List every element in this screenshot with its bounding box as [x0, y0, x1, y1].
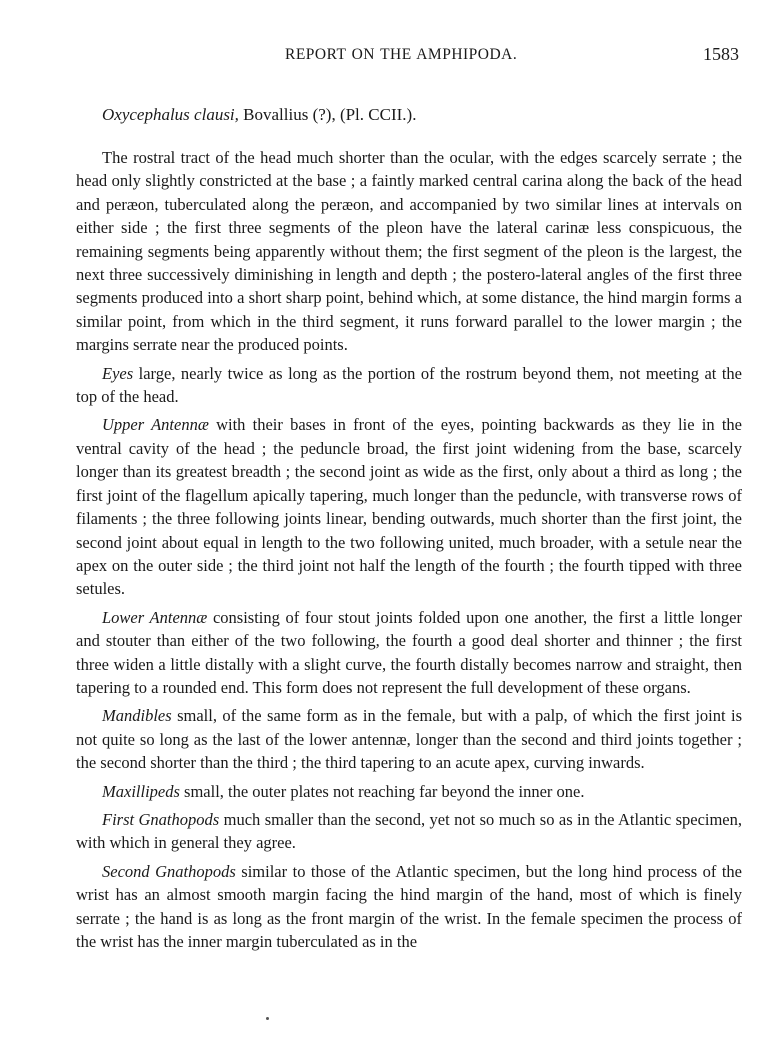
paragraph-text: consisting of four stout joints folded upon one another, the first a little longer and stouter than either of the two following, the fourth a good deal shorter and thinner ; the first three widen a little distally with a slight curve, the fourth distally becomes narrow and straight, then tapering to a rounded end. This form does not represent the full development of these organs.	[76, 607, 742, 697]
paragraph-lead: Lower Antennæ	[102, 607, 208, 627]
paragraph-text: small, the outer plates not reaching far beyond the inner one.	[179, 781, 585, 801]
paragraph-lead: Maxillipeds	[102, 781, 180, 801]
paragraph-description	[76, 146, 742, 357]
paragraph-lead: Mandibles	[102, 706, 172, 726]
paragraph-text: The rostral tract of the head much shorter than the ocular, with the edges scarcely serrate ; the head only slightly constricted at the base ; a faintly marked central carina along the back of the head and peræon, tuberculated along the peræon, and accompanied by two similar lines at intervals on either side ; the first three segments of the pleon have the lateral carinæ less conspicuous, the remaining segments being apparently without them; the first segment of the pleon is the largest, the next three successively diminishing in length and depth ; the postero-lateral angles of the first three segments produced into a short sharp point, behind which, at some distance, the hind margin forms a similar point, from which in the third segment, it runs forward parallel to the lower margin ; the margins serrate near the produced points.	[76, 148, 742, 355]
paragraph-eyes	[76, 362, 742, 409]
species-author: Bovallius (?), (Pl. CCII.).	[238, 105, 417, 124]
paragraph-text: much smaller than the second, yet not so much so as in the Atlantic specimen, with which in general they agree.	[76, 809, 743, 853]
paragraph-lead: Second Gnathopods	[102, 861, 236, 881]
paragraph-maxillipeds	[76, 780, 742, 803]
page-number: 1583	[703, 44, 739, 64]
running-title: REPORT ON THE AMPHIPODA.	[285, 46, 518, 63]
running-head	[0, 46, 776, 68]
paragraph-upper-antennae	[76, 413, 742, 600]
paragraph-text: similar to those of the Atlantic specimen, but the long hind process of the wrist has an almost smooth margin facing the hind margin of the hand, most of which is finely serrate ; the hand is as long as the front margin of the wrist. In the female specimen the process of the wrist has the inner margin tuberculated as in the	[76, 861, 742, 951]
paragraph-lead: Eyes	[102, 363, 134, 383]
paragraph-text: with their bases in front of the eyes, pointing backwards as they lie in the ventral cavity of the head ; the peduncle broad, the first joint widening from the base, scarcely longer than its greatest breadth ; the second joint as wide as the first, only about a third as long ; the first joint of the flagellum apically tapering, much longer than the peduncle, with transverse rows of filaments ; the three following joints linear, bending outwards, much shorter than the first joint, the second joint about equal in length to the two following united, much broader, with a setule near the apex on the outer side ; the third joint not half the length of the fourth ; the fourth tipped with three setules.	[76, 415, 742, 599]
paragraph-mandibles	[76, 704, 742, 774]
paragraph-text: small, of the same form as in the female, but with a palp, of which the first joint is not quite so long as the last of the lower antennæ, longer than the second and third joints together ; the second shorter than the third ; the third tapering to an acute apex, curving inwards.	[76, 706, 742, 773]
paragraph-text: large, nearly twice as long as the portion of the rostrum beyond them, not meeting at the top of the head.	[76, 363, 742, 407]
paragraph-second-gnathopods	[76, 860, 742, 954]
paragraph-lower-antennae	[76, 606, 742, 700]
species-name: Oxycephalus clausi,	[102, 105, 239, 124]
species-heading	[102, 105, 416, 125]
body-text	[76, 146, 742, 958]
paragraph-lead: Upper Antennæ	[102, 415, 209, 435]
print-speck	[266, 1017, 269, 1020]
paragraph-lead: First Gnathopods	[102, 809, 220, 829]
paragraph-first-gnathopods	[76, 808, 742, 855]
